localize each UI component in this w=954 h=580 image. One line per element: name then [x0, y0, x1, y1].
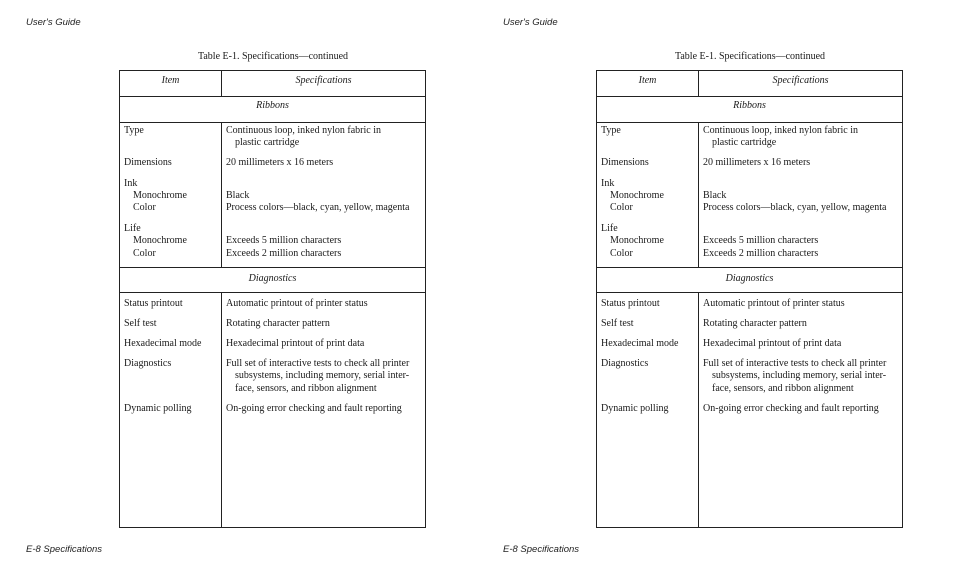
row-label-dynamic-polling: Dynamic polling [601, 403, 669, 414]
row-value-life-color: Exceeds 2 million characters [226, 248, 342, 259]
row-label-ink-monochrome: Monochrome [133, 190, 187, 201]
specifications-table [596, 70, 903, 528]
column-divider [698, 122, 699, 267]
column-header-specifications: Specifications [295, 75, 352, 86]
row-value-hexadecimal-mode: Hexadecimal printout of print data [226, 338, 365, 349]
row-label-ink-monochrome: Monochrome [610, 190, 664, 201]
row-value-status-printout: Automatic printout of printer status [703, 298, 845, 309]
row-label-type: Type [601, 125, 621, 136]
row-label-ink-color: Color [133, 202, 156, 213]
section-header-ribbons: Ribbons [256, 100, 289, 111]
row-label-ink: Ink [124, 178, 138, 189]
row-value-diagnostics: Full set of interactive tests to check all printer [226, 358, 410, 369]
page-header: User's Guide [26, 17, 81, 28]
row-label-dynamic-polling: Dynamic polling [124, 403, 192, 414]
row-value-diagnostics-cont: face, sensors, and ribbon alignment [712, 383, 854, 394]
row-value-self-test: Rotating character pattern [226, 318, 330, 329]
row-value-life-monochrome: Exceeds 5 million characters [226, 235, 342, 246]
row-value-diagnostics: Full set of interactive tests to check all printer [703, 358, 887, 369]
row-value-type-cont: plastic cartridge [235, 137, 300, 148]
column-header-item: Item [638, 75, 657, 86]
column-divider [698, 292, 699, 527]
row-value-dynamic-polling: On-going error checking and fault reporting [226, 403, 402, 414]
row-divider [597, 267, 902, 268]
row-label-self-test: Self test [124, 318, 157, 329]
row-value-status-printout: Automatic printout of printer status [226, 298, 368, 309]
row-label-life-monochrome: Monochrome [133, 235, 187, 246]
row-label-dimensions: Dimensions [601, 157, 649, 168]
row-value-diagnostics-cont: subsystems, including memory, serial inter- [712, 370, 887, 381]
row-label-ink-color: Color [610, 202, 633, 213]
row-value-ink-color: Process colors—black, cyan, yellow, magenta [703, 202, 887, 213]
row-divider [120, 292, 425, 293]
row-label-diagnostics: Diagnostics [601, 358, 649, 369]
row-label-diagnostics: Diagnostics [124, 358, 172, 369]
row-value-diagnostics-cont: subsystems, including memory, serial inter- [235, 370, 410, 381]
section-header-ribbons: Ribbons [733, 100, 766, 111]
row-label-life-monochrome: Monochrome [610, 235, 664, 246]
row-value-dimensions: 20 millimeters x 16 meters [226, 157, 334, 168]
row-value-hexadecimal-mode: Hexadecimal printout of print data [703, 338, 842, 349]
section-header-diagnostics: Diagnostics [248, 273, 297, 284]
row-value-dimensions: 20 millimeters x 16 meters [703, 157, 811, 168]
page-footer: E-8 Specifications [26, 544, 103, 555]
right-page [477, 0, 954, 580]
column-header-item: Item [161, 75, 180, 86]
page-header: User's Guide [503, 17, 558, 28]
row-value-life-color: Exceeds 2 million characters [703, 248, 819, 259]
row-label-status-printout: Status printout [124, 298, 183, 309]
row-value-self-test: Rotating character pattern [703, 318, 807, 329]
row-value-ink-monochrome: Black [703, 190, 727, 201]
row-value-life-monochrome: Exceeds 5 million characters [703, 235, 819, 246]
row-value-type: Continuous loop, inked nylon fabric in [703, 125, 858, 136]
row-label-life-color: Color [610, 248, 633, 259]
row-value-ink-monochrome: Black [226, 190, 250, 201]
table-caption: Table E-1. Specifications—continued [197, 51, 349, 62]
row-value-type-cont: plastic cartridge [712, 137, 777, 148]
section-header-diagnostics: Diagnostics [725, 273, 774, 284]
row-value-diagnostics-cont: face, sensors, and ribbon alignment [235, 383, 377, 394]
column-header-specifications: Specifications [772, 75, 829, 86]
specifications-table [119, 70, 426, 528]
row-label-dimensions: Dimensions [124, 157, 172, 168]
row-divider [120, 96, 425, 97]
row-label-life: Life [601, 223, 618, 234]
row-divider [597, 292, 902, 293]
row-value-ink-color: Process colors—black, cyan, yellow, magenta [226, 202, 410, 213]
row-label-life-color: Color [133, 248, 156, 259]
page-footer: E-8 Specifications [503, 544, 580, 555]
table-caption: Table E-1. Specifications—continued [674, 51, 826, 62]
row-label-status-printout: Status printout [601, 298, 660, 309]
row-label-ink: Ink [601, 178, 615, 189]
row-label-hexadecimal-mode: Hexadecimal mode [601, 338, 679, 349]
row-value-dynamic-polling: On-going error checking and fault reporting [703, 403, 879, 414]
row-divider [120, 122, 425, 123]
row-divider [120, 267, 425, 268]
row-label-life: Life [124, 223, 141, 234]
row-value-type: Continuous loop, inked nylon fabric in [226, 125, 381, 136]
row-divider [597, 96, 902, 97]
row-label-type: Type [124, 125, 144, 136]
column-divider [221, 122, 222, 267]
row-label-self-test: Self test [601, 318, 634, 329]
row-divider [597, 122, 902, 123]
column-divider [221, 292, 222, 527]
row-label-hexadecimal-mode: Hexadecimal mode [124, 338, 202, 349]
